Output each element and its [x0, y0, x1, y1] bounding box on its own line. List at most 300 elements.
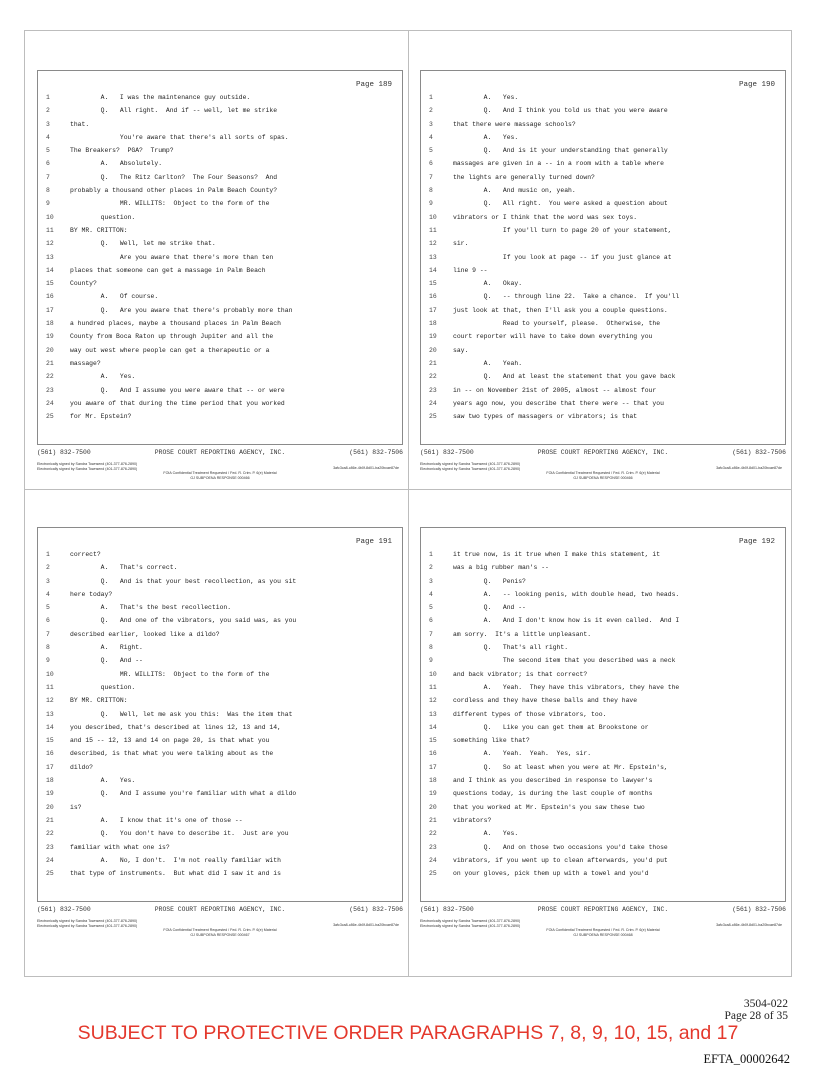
line-text: saw two types of massagers or vibrators; is that: [453, 413, 638, 421]
line-number: 22: [429, 830, 437, 838]
transcript-page-box: [37, 527, 403, 902]
protective-order-notice: SUBJECT TO PROTECTIVE ORDER PARAGRAPHS 7, 8, 9, 10, 15, and 17: [77, 1022, 739, 1044]
line-text: Q. And one of the vibrators, you said was, as you: [70, 617, 297, 625]
transcript-line: [38, 173, 402, 186]
footer-right: (561) 832-7506: [732, 906, 786, 913]
transcript-page: [420, 527, 786, 985]
transcript-line: [421, 319, 785, 332]
transcript-page: [37, 527, 403, 985]
transcript-page-label: Page 192: [738, 538, 775, 546]
line-number: 10: [46, 213, 54, 221]
line-text: Read to yourself, please. Otherwise, the: [453, 320, 661, 328]
transcript-line: [38, 749, 402, 762]
line-text: If you'll turn to page 20 of your statement,: [453, 226, 672, 234]
line-text: vibrators?: [453, 816, 492, 824]
transcript-line: [38, 106, 402, 119]
line-number: 3: [46, 120, 50, 128]
line-text: am sorry. It's a little unpleasant.: [453, 630, 592, 638]
line-number: 1: [429, 551, 433, 558]
line-number: 14: [46, 266, 54, 274]
signature-sig4: GJ SUBPOENA RESPONSE 000467: [190, 932, 250, 937]
line-number: 17: [429, 306, 437, 314]
transcript-line: [38, 656, 402, 669]
transcript-line: [421, 869, 785, 882]
line-number: 10: [429, 213, 437, 221]
transcript-line: [421, 829, 785, 842]
signature-sig4: GJ SUBPOENA RESPONSE 000468: [573, 932, 633, 937]
line-text: If you look at page -- if you just glance at: [453, 253, 672, 261]
line-text: Q. The Ritz Carlton? The Four Seasons? And: [70, 173, 278, 181]
line-text: A. Right.: [70, 644, 143, 652]
transcript-line: [421, 372, 785, 385]
line-text: was a big rubber man's --: [453, 564, 549, 572]
transcript-line: [421, 359, 785, 372]
transcript-line: [38, 239, 402, 252]
line-number: 14: [46, 723, 54, 731]
line-number: 10: [46, 670, 54, 678]
line-number: 4: [429, 133, 433, 141]
transcript-lines: [421, 550, 785, 882]
line-number: 11: [46, 683, 54, 691]
line-number: 5: [46, 147, 50, 155]
line-text: places that someone can get a massage in Palm Beach: [70, 266, 266, 274]
footer-mid: PROSE COURT REPORTING AGENCY, INC.: [537, 449, 669, 456]
line-text: sir.: [453, 240, 469, 248]
line-text: in -- on November 21st of 2005, almost -- almost four: [453, 386, 657, 394]
line-text: it true now, is it true when I make this statement, it: [453, 551, 661, 558]
line-number: 20: [429, 346, 437, 354]
transcript-line: [421, 856, 785, 869]
line-text: just look at that, then I'll ask you a couple questions.: [453, 306, 668, 314]
transcript-line: [421, 146, 785, 159]
line-number: 6: [429, 160, 433, 168]
transcript-line: [421, 279, 785, 292]
line-number: 13: [429, 253, 437, 261]
transcript-line: [38, 616, 402, 629]
electronic-signature-block: [420, 462, 786, 480]
signature-sig3: FOIA Confidential Treatment Requested / Fed. R. Crim. P. 6(e) Material: [163, 928, 277, 933]
line-number: 16: [429, 750, 437, 758]
line-number: 11: [46, 226, 54, 234]
line-number: 24: [46, 399, 54, 407]
line-text: court reporter will have to take down everything you: [453, 333, 653, 341]
signature-sig-hash: 3afc3ca8-c86e-4b0f-8d01-ba20bcae87de: [333, 923, 399, 927]
transcript-line: [38, 213, 402, 226]
line-text: A. Okay.: [453, 280, 523, 288]
document-page-number: Page 28 of 35: [724, 1010, 788, 1022]
transcript-line: [38, 332, 402, 345]
line-text: A. Yeah. They have this vibrators, they have the: [453, 683, 680, 691]
line-text: a hundred places, maybe a thousand places in Palm Beach: [70, 320, 281, 328]
line-number: 15: [429, 280, 437, 288]
line-text: that you worked at Mr. Epstein's you saw these two: [453, 803, 645, 811]
line-number: 23: [46, 386, 54, 394]
line-number: 19: [429, 333, 437, 341]
line-text: A. I was the maintenance guy outside.: [70, 94, 251, 101]
transcript-line: [421, 266, 785, 279]
line-number: 18: [46, 777, 54, 785]
transcript-line: [421, 590, 785, 603]
line-text: Q. And is that your best recollection, as you sit: [70, 577, 297, 585]
line-text: A. That's correct.: [70, 564, 178, 572]
line-text: Q. All right. You were asked a question about: [453, 200, 668, 208]
signature-sig3: FOIA Confidential Treatment Requested / Fed. R. Crim. P. 6(e) Material: [546, 471, 660, 476]
line-number: 6: [46, 617, 50, 625]
signature-sig3: FOIA Confidential Treatment Requested / Fed. R. Crim. P. 6(e) Material: [163, 471, 277, 476]
signature-sig2: Electronically signed by Sandra Townsend (401-377-876-2890): [420, 923, 521, 928]
line-text: A. Yes.: [453, 830, 519, 838]
line-text: something like that?: [453, 737, 530, 745]
transcript-line: [38, 359, 402, 372]
line-number: 3: [429, 577, 433, 585]
line-number: 23: [429, 843, 437, 851]
line-number: 1: [429, 94, 433, 101]
line-number: 12: [429, 240, 437, 248]
line-text: A. Of course.: [70, 293, 159, 301]
line-text: A. I know that it's one of those --: [70, 816, 243, 824]
transcript-line: [421, 749, 785, 762]
transcript-page: [420, 70, 786, 528]
signature-sig2: Electronically signed by Sandra Townsend (401-377-876-2890): [420, 466, 521, 471]
line-number: 7: [429, 173, 433, 181]
line-number: 6: [46, 160, 50, 168]
transcript-line: [38, 133, 402, 146]
line-number: 9: [429, 200, 433, 208]
reporter-footer: [37, 449, 403, 456]
transcript-line: [38, 856, 402, 869]
line-text: A. Yes.: [70, 373, 136, 381]
transcript-line: [38, 683, 402, 696]
transcript-line: [421, 133, 785, 146]
line-number: 11: [429, 683, 437, 691]
transcript-line: [421, 696, 785, 709]
transcript-line: [421, 550, 785, 563]
line-text: say.: [453, 346, 469, 354]
signature-sig1: Electronically signed by Sandra Townsend (401-377-876-2890): [37, 462, 138, 466]
line-text: Q. And I think you told us that you were aware: [453, 107, 668, 115]
line-text: BY MR. CRITTON:: [70, 697, 128, 705]
line-number: 24: [429, 856, 437, 864]
line-text: cordless and they have these balls and they have: [453, 697, 638, 705]
footer-left: (561) 832-7500: [420, 906, 474, 913]
line-text: for Mr. Epstein?: [70, 413, 132, 421]
line-number: 2: [46, 107, 50, 115]
transcript-line: [38, 736, 402, 749]
line-number: 16: [429, 293, 437, 301]
line-text: A. Yeah.: [453, 359, 523, 367]
electronic-signature-block: [37, 462, 403, 480]
transcript-line: [421, 292, 785, 305]
electronic-signature-block: [420, 919, 786, 937]
line-text: The Breakers? PGA? Trump?: [70, 147, 174, 155]
line-number: 8: [429, 644, 433, 652]
line-number: 17: [46, 306, 54, 314]
transcript-line: [421, 710, 785, 723]
line-number: 18: [429, 320, 437, 328]
transcript-line: [38, 590, 402, 603]
line-text: vibrators or I think that the word was sex toys.: [453, 213, 638, 221]
line-number: 5: [46, 604, 50, 612]
transcript-line: [421, 106, 785, 119]
line-text: question.: [70, 683, 136, 691]
line-text: County from Boca Raton up through Jupiter and all the: [70, 333, 274, 341]
line-text: BY MR. CRITTON:: [70, 226, 128, 234]
footer-left: (561) 832-7500: [37, 906, 91, 913]
transcript-line: [421, 616, 785, 629]
transcript-line: [38, 563, 402, 576]
line-text: on your gloves, pick them up with a towel and you'd: [453, 870, 649, 878]
transcript-line: [38, 159, 402, 172]
signature-sig-hash: 3afc3ca8-c86e-4b0f-8d01-ba20bcae87de: [333, 466, 399, 470]
line-number: 25: [46, 413, 54, 421]
transcript-line: [421, 346, 785, 359]
transcript-line: [421, 643, 785, 656]
reporter-footer: [37, 906, 403, 913]
line-number: 7: [46, 630, 50, 638]
transcript-line: [38, 803, 402, 816]
line-number: 25: [46, 870, 54, 878]
line-text: Q. And on those two occasions you'd take those: [453, 843, 668, 851]
transcript-line: [421, 723, 785, 736]
line-text: A. Yeah. Yeah. Yes, sir.: [453, 750, 592, 758]
transcript-line: [421, 253, 785, 266]
line-text: Q. Penis?: [453, 577, 526, 585]
transcript-line: [38, 670, 402, 683]
line-text: A. And I don't know how is it even called. And I: [453, 617, 680, 625]
transcript-page-box: [420, 527, 786, 902]
transcript-line: [421, 603, 785, 616]
line-number: 24: [429, 399, 437, 407]
transcript-line: [421, 843, 785, 856]
transcript-lines: [38, 93, 402, 425]
transcript-line: [38, 603, 402, 616]
line-number: 14: [429, 723, 437, 731]
footer-mid: PROSE COURT REPORTING AGENCY, INC.: [154, 906, 286, 913]
line-number: 15: [46, 737, 54, 745]
transcript-line: [421, 736, 785, 749]
transcript-page-label: Page 189: [355, 81, 392, 89]
footer-left: (561) 832-7500: [37, 449, 91, 456]
line-number: 24: [46, 856, 54, 864]
line-number: 11: [429, 226, 437, 234]
line-number: 5: [429, 147, 433, 155]
signature-sig4: GJ SUBPOENA RESPONSE 000466: [190, 475, 250, 480]
line-text: Q. Like you can get them at Brookstone or: [453, 723, 649, 731]
line-number: 17: [46, 763, 54, 771]
transcript-line: [38, 120, 402, 133]
line-text: A. Yes.: [453, 133, 519, 141]
line-number: 22: [429, 373, 437, 381]
transcript-page: [37, 70, 403, 528]
line-number: 21: [429, 359, 437, 367]
line-number: 22: [46, 373, 54, 381]
line-text: Q. Well, let me strike that.: [70, 240, 216, 248]
transcript-line: [421, 93, 785, 106]
line-text: that type of instruments. But what did I saw it and is: [70, 870, 281, 878]
transcript-line: [421, 577, 785, 590]
transcript-line: [38, 319, 402, 332]
line-number: 19: [46, 333, 54, 341]
transcript-line: [421, 412, 785, 425]
footer-mid: PROSE COURT REPORTING AGENCY, INC.: [537, 906, 669, 913]
line-number: 2: [46, 564, 50, 572]
footer-right: (561) 832-7506: [732, 449, 786, 456]
transcript-page-box: [37, 70, 403, 445]
transcript-page-label: Page 190: [738, 81, 775, 89]
transcript-line: [38, 869, 402, 882]
line-number: 23: [429, 386, 437, 394]
line-number: 1: [46, 551, 50, 558]
line-text: Q. And --: [453, 604, 526, 612]
line-text: questions today, is during the last couple of months: [453, 790, 653, 798]
transcript-line: [38, 776, 402, 789]
transcript-line: [421, 332, 785, 345]
line-number: 7: [46, 173, 50, 181]
line-text: The second item that you described was a neck: [453, 657, 676, 665]
line-number: 1: [46, 94, 50, 101]
line-text: A. No, I don't. I'm not really familiar with: [70, 856, 281, 864]
reporter-footer: [420, 906, 786, 913]
line-number: 20: [46, 803, 54, 811]
line-number: 12: [46, 240, 54, 248]
line-text: A. And music on, yeah.: [453, 187, 576, 195]
line-text: Q. And is it your understanding that generally: [453, 147, 668, 155]
line-text: and I think as you described in response to lawyer's: [453, 777, 653, 785]
transcript-line: [38, 266, 402, 279]
transcript-line: [421, 630, 785, 643]
transcript-line: [38, 829, 402, 842]
signature-sig2: Electronically signed by Sandra Townsend (401-377-876-2890): [37, 466, 138, 471]
line-number: 13: [46, 710, 54, 718]
line-number: 18: [46, 320, 54, 328]
transcript-line: [38, 226, 402, 239]
signature-sig4: GJ SUBPOENA RESPONSE 000466: [573, 475, 633, 480]
line-text: the lights are generally turned down?: [453, 173, 595, 181]
transcript-line: [421, 159, 785, 172]
line-text: different types of those vibrators, too.: [453, 710, 607, 718]
line-text: probably a thousand other places in Palm Beach County?: [70, 187, 278, 195]
line-number: 22: [46, 830, 54, 838]
signature-sig1: Electronically signed by Sandra Townsend (401-377-876-2890): [420, 462, 521, 466]
line-text: dildo?: [70, 763, 94, 771]
line-number: 18: [429, 777, 437, 785]
transcript-line: [421, 186, 785, 199]
transcript-line: [421, 816, 785, 829]
footer-left: (561) 832-7500: [420, 449, 474, 456]
transcript-line: [38, 306, 402, 319]
transcript-line: [38, 279, 402, 292]
line-text: MR. WILLITS: Object to the form of the: [70, 670, 270, 678]
line-number: 21: [46, 359, 54, 367]
electronic-signature-block: [37, 919, 403, 937]
transcript-line: [38, 346, 402, 359]
line-number: 8: [46, 187, 50, 195]
line-text: A. Yes.: [70, 777, 136, 785]
transcript-line: [421, 173, 785, 186]
line-number: 3: [429, 120, 433, 128]
line-text: Q. That's all right.: [453, 644, 569, 652]
signature-sig3: FOIA Confidential Treatment Requested / Fed. R. Crim. P. 6(e) Material: [546, 928, 660, 933]
footer-right: (561) 832-7506: [349, 449, 403, 456]
line-number: 4: [46, 133, 50, 141]
line-number: 13: [46, 253, 54, 261]
vertical-divider: [408, 30, 409, 977]
transcript-lines: [421, 93, 785, 425]
transcript-line: [421, 386, 785, 399]
line-text: you described, that's described at lines 12, 13 and 14,: [70, 723, 281, 731]
transcript-line: [421, 239, 785, 252]
footer-right: (561) 832-7506: [349, 906, 403, 913]
line-text: and back vibrator; is that correct?: [453, 670, 588, 678]
transcript-line: [421, 803, 785, 816]
line-text: way out west where people can get a therapeutic or a: [70, 346, 270, 354]
line-text: Q. All right. And if -- well, let me strike: [70, 107, 278, 115]
line-number: 7: [429, 630, 433, 638]
line-text: vibrators, if you went up to clean afterwards, you'd put: [453, 856, 668, 864]
transcript-line: [38, 386, 402, 399]
transcript-line: [421, 563, 785, 576]
transcript-line: [421, 199, 785, 212]
transcript-line: [38, 723, 402, 736]
line-number: 15: [429, 737, 437, 745]
transcript-line: [421, 683, 785, 696]
transcript-line: [421, 776, 785, 789]
transcript-line: [38, 630, 402, 643]
line-number: 14: [429, 266, 437, 274]
transcript-line: [421, 213, 785, 226]
line-text: described, is that what you were talking about as the: [70, 750, 274, 758]
transcript-line: [38, 292, 402, 305]
transcript-line: [38, 412, 402, 425]
line-text: MR. WILLITS: Object to the form of the: [70, 200, 270, 208]
line-text: correct?: [70, 551, 101, 558]
line-text: familiar with what one is?: [70, 843, 170, 851]
transcript-line: [38, 399, 402, 412]
line-text: Q. And I assume you were aware that -- or were: [70, 386, 285, 394]
line-number: 4: [46, 590, 50, 598]
line-number: 16: [46, 750, 54, 758]
line-text: years ago now, you describe that there were -- that you: [453, 399, 664, 407]
transcript-line: [38, 763, 402, 776]
line-number: 21: [46, 816, 54, 824]
transcript-line: [421, 670, 785, 683]
line-number: 2: [429, 564, 433, 572]
line-text: Q. And I assume you're familiar with what a dildo: [70, 790, 297, 798]
signature-sig1: Electronically signed by Sandra Townsend (401-377-876-2890): [37, 919, 138, 923]
transcript-page-label: Page 191: [355, 538, 392, 546]
line-text: Q. Are you aware that there's probably more than: [70, 306, 293, 314]
line-number: 9: [429, 657, 433, 665]
transcript-page-box: [420, 70, 786, 445]
line-text: question.: [70, 213, 136, 221]
line-number: 10: [429, 670, 437, 678]
line-number: 19: [46, 790, 54, 798]
line-text: Q. So at least when you were at Mr. Epstein's,: [453, 763, 668, 771]
line-text: A. Yes.: [453, 94, 519, 101]
line-number: 21: [429, 816, 437, 824]
line-text: Are you aware that there's more than ten: [70, 253, 274, 261]
footer-mid: PROSE COURT REPORTING AGENCY, INC.: [154, 449, 286, 456]
transcript-line: [421, 226, 785, 239]
transcript-line: [38, 550, 402, 563]
signature-sig-hash: 3afc3ca8-c86e-4b0f-8d01-ba20bcae87de: [716, 466, 782, 470]
line-text: described earlier, looked like a dildo?: [70, 630, 220, 638]
transcript-line: [38, 372, 402, 385]
transcript-line: [38, 696, 402, 709]
signature-sig-hash: 3afc3ca8-c86e-4b0f-8d01-ba20bcae87de: [716, 923, 782, 927]
line-text: you aware of that during the time period that you worked: [70, 399, 285, 407]
transcript-line: [38, 577, 402, 590]
